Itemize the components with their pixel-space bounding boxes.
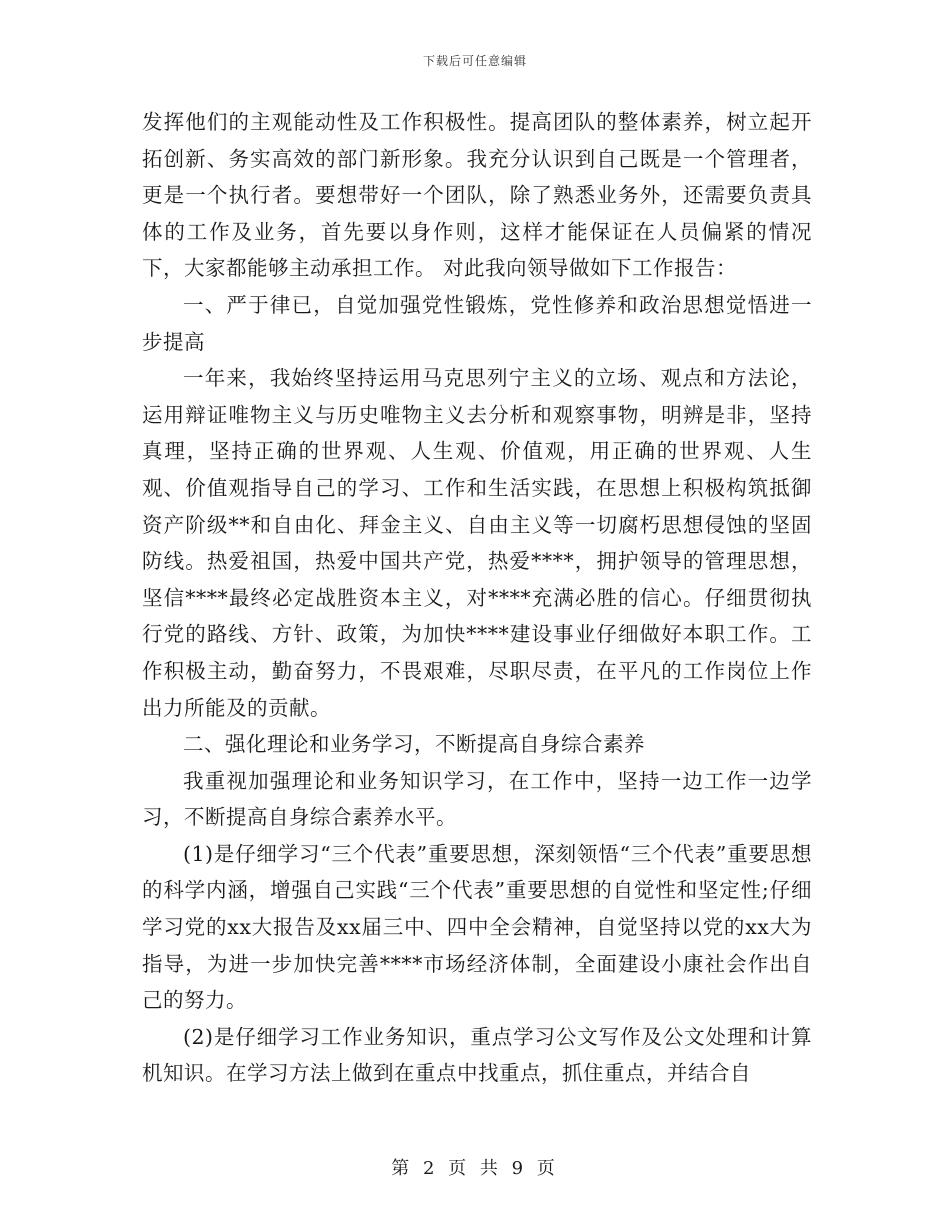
paragraph-item-2: (2)是仔细学习工作业务知识，重点学习公文写作及公文处理和计算机知识。在学习方法上做到在重点中找重点，抓住重点，并结合自 <box>142 1024 812 1086</box>
page-header: 下载后可任意编辑 <box>422 54 527 68</box>
section-heading-1: 一、严于律已，自觉加强党性锻炼，党性修养和政治思想觉悟进一步提高 <box>142 292 812 354</box>
paragraph-intro: 发挥他们的主观能动性及工作积极性。提高团队的整体素养，树立起开拓创新、务实高效的部门新形象。我充分认识到自己既是一个管理者，更是一个执行者。要想带好一个团队，除了熟悉业务外，还需要负责具体的工作及业务，首先要以身作则，这样才能保证在人员偏紧的情况下，大家都能够主动承担工作。 对此我向领导做如下工作报告： <box>142 110 812 281</box>
paragraph-item-1: (1)是仔细学习“三个代表”重要思想，深刻领悟“三个代表”重要思想的科学内涵，增强自己实践“三个代表”重要思想的自觉性和坚定性;仔细学习党的xx大报告及xx届三中、四中全会精神，自觉坚持以党的xx大为指导，为进一步加快完善****市场经济体制，全面建设小康社会作出自己的努力。 <box>142 841 812 1013</box>
page-number: 第 2 页 共 9 页 <box>391 1158 559 1179</box>
section-heading-2: 二、强化理论和业务学习，不断提高自身综合素养 <box>183 732 645 757</box>
paragraph-study: 我重视加强理论和业务知识学习，在工作中，坚持一边工作一边学习，不断提高自身综合素养水平。 <box>142 768 812 830</box>
document-body <box>142 104 812 1092</box>
paragraph-political: 一年来，我始终坚持运用马克思列宁主义的立场、观点和方法论，运用辩证唯物主义与历史唯物主义去分析和观察事物，明辨是非，坚持真理，坚持正确的世界观、人生观、价值观，用正确的世界观、人生观、价值观指导自己的学习、工作和生活实践，在思想上积极构筑抵御资产阶级**和自由化、拜金主义、自由主义等一切腐朽思想侵蚀的坚固防线。热爱祖国，热爱中国共产党，热爱****，拥护领导的管理思想，坚信****最终必定战胜资本主义，对****充满必胜的信心。仔细贯彻执行党的路线、方针、政策，为加快****建设事业仔细做好本职工作。工作积极主动，勤奋努力，不畏艰难，尽职尽责，在平凡的工作岗位上作出力所能及的贡献。 <box>142 366 812 720</box>
